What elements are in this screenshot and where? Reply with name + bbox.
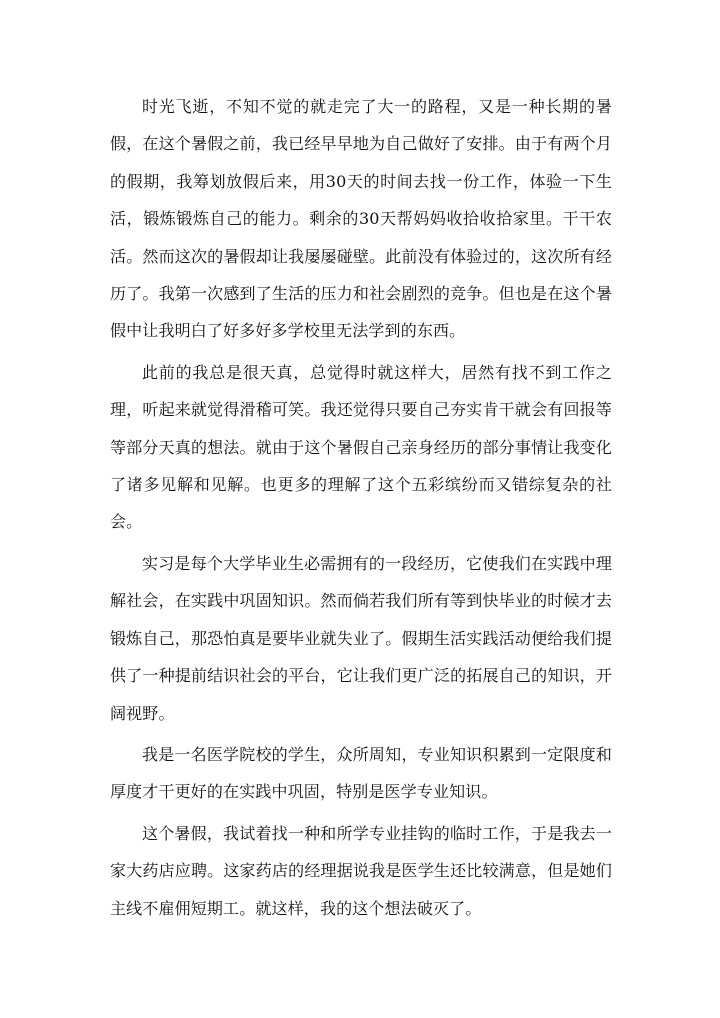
paragraph-2: 此前的我总是很天真，总觉得时就这样大，居然有找不到工作之理，听起来就觉得滑稽可笑。我还觉得只要自己夯实肯干就会有回报等等部分天真的想法。就由于这个暑假自己亲身经历的部分事情让我变化了诸多见解和见解。也更多的理解了这个五彩缤纷而又错综复杂的社会。: [110, 362, 612, 532]
paragraph-1: 时光飞逝，不知不觉的就走完了大一的路程，又是一种长期的暑假，在这个暑假之前，我已经早早地为自己做好了安排。由于有两个月的假期，我筹划放假后来，用30天的时间去找一份工作，体验一下生活，锻炼锻炼自己的能力。剩余的30天帮妈妈收拾收拾家里。干干农活。然而这次的暑假却让我屡屡碰壁。此前没有体验过的，这次所有经历了。我第一次感到了生活的压力和社会剧烈的竞争。但也是在这个暑假中让我明白了好多好多学校里无法学到的东西。: [110, 97, 612, 341]
document-body: [110, 88, 612, 931]
paragraph-4: 我是一名医学院校的学生，众所周知，专业知识积累到一定限度和厚度才干更好的在实践中巩固，特别是医学专业知识。: [110, 744, 612, 802]
paragraph-3: 实习是每个大学毕业生必需拥有的一段经历，它使我们在实践中理解社会，在实践中巩固知识。然而倘若我们所有等到快毕业的时候才去锻炼自己，那恐怕真是要毕业就失业了。假期生活实践活动便给我们提供了一种提前结识社会的平台，它让我们更广泛的拓展自己的知识，开阔视野。: [110, 553, 612, 723]
paragraph-5: 这个暑假，我试着找一种和所学专业挂钩的临时工作，于是我去一家大药店应聘。这家药店的经理据说我是医学生还比较满意，但是她们主线不雇佣短期工。就这样，我的这个想法破灭了。: [110, 823, 612, 918]
